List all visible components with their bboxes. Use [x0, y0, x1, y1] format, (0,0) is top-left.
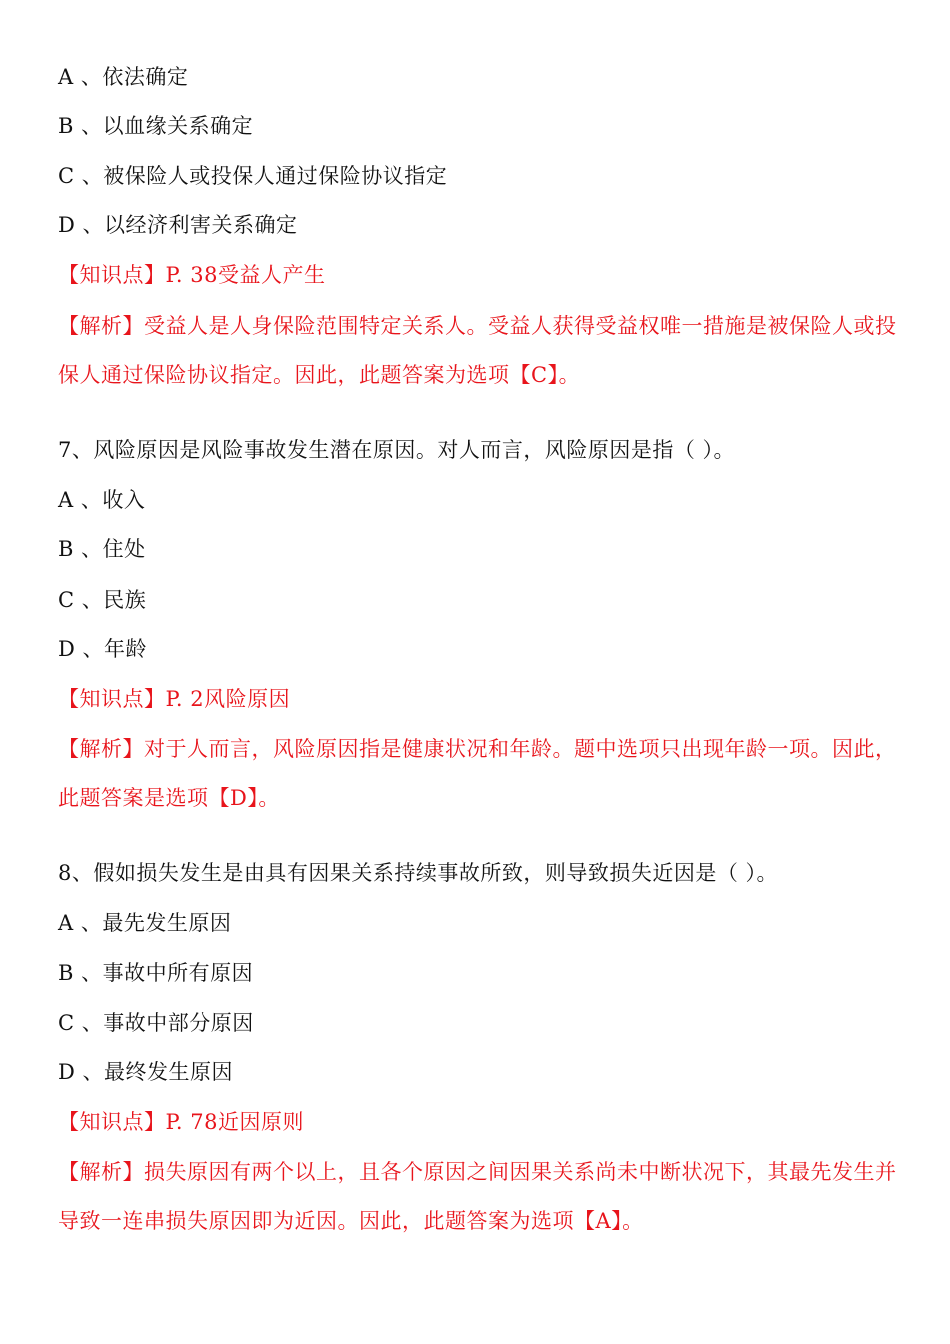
- q7-option-a: A 、收入: [58, 488, 146, 512]
- q6-option-d: D 、以经济利害关系确定: [58, 213, 298, 237]
- q7-option-b: B 、住处: [58, 537, 146, 561]
- q8-analysis: 【解析】损失原因有两个以上，且各个原因之间因果关系尚未中断状况下，其最先发生并导致一连串损失原因即为近因。因此，此题答案为选项【A】。: [58, 1160, 897, 1233]
- q6-option-a: A 、依法确定: [58, 65, 189, 89]
- q6-option-c: C 、被保险人或投保人通过保险协议指定: [58, 164, 448, 188]
- q6-analysis: 【解析】受益人是人身保险范围特定关系人。受益人获得受益权唯一措施是被保险人或投保人通过保险协议指定。因此，此题答案为选项【C】。: [58, 314, 897, 387]
- q6-knowledge-point: 【知识点】P. 38受益人产生: [58, 263, 326, 287]
- q7-option-d: D 、年龄: [58, 637, 148, 661]
- q6-option-b: B 、以血缘关系确定: [58, 114, 254, 138]
- q7-option-c: C 、民族: [58, 588, 147, 612]
- q8-option-b: B 、事故中所有原因: [58, 961, 254, 985]
- q7-analysis: 【解析】对于人而言，风险原因指是健康状况和年龄。题中选项只出现年龄一项。因此，此题答案是选项【D】。: [58, 737, 897, 810]
- q8-knowledge-point: 【知识点】P. 78近因原则: [58, 1110, 304, 1134]
- q7-knowledge-point: 【知识点】P. 2风险原因: [58, 687, 291, 711]
- q8-option-a: A 、最先发生原因: [58, 911, 232, 935]
- q8-option-c: C 、事故中部分原因: [58, 1011, 254, 1035]
- q8-question: 8、假如损失发生是由具有因果关系持续事故所致，则导致损失近因是（ ）。: [58, 861, 779, 885]
- q8-option-d: D 、最终发生原因: [58, 1060, 234, 1084]
- q7-question: 7、风险原因是风险事故发生潜在原因。对人而言，风险原因是指（ ）。: [58, 438, 736, 462]
